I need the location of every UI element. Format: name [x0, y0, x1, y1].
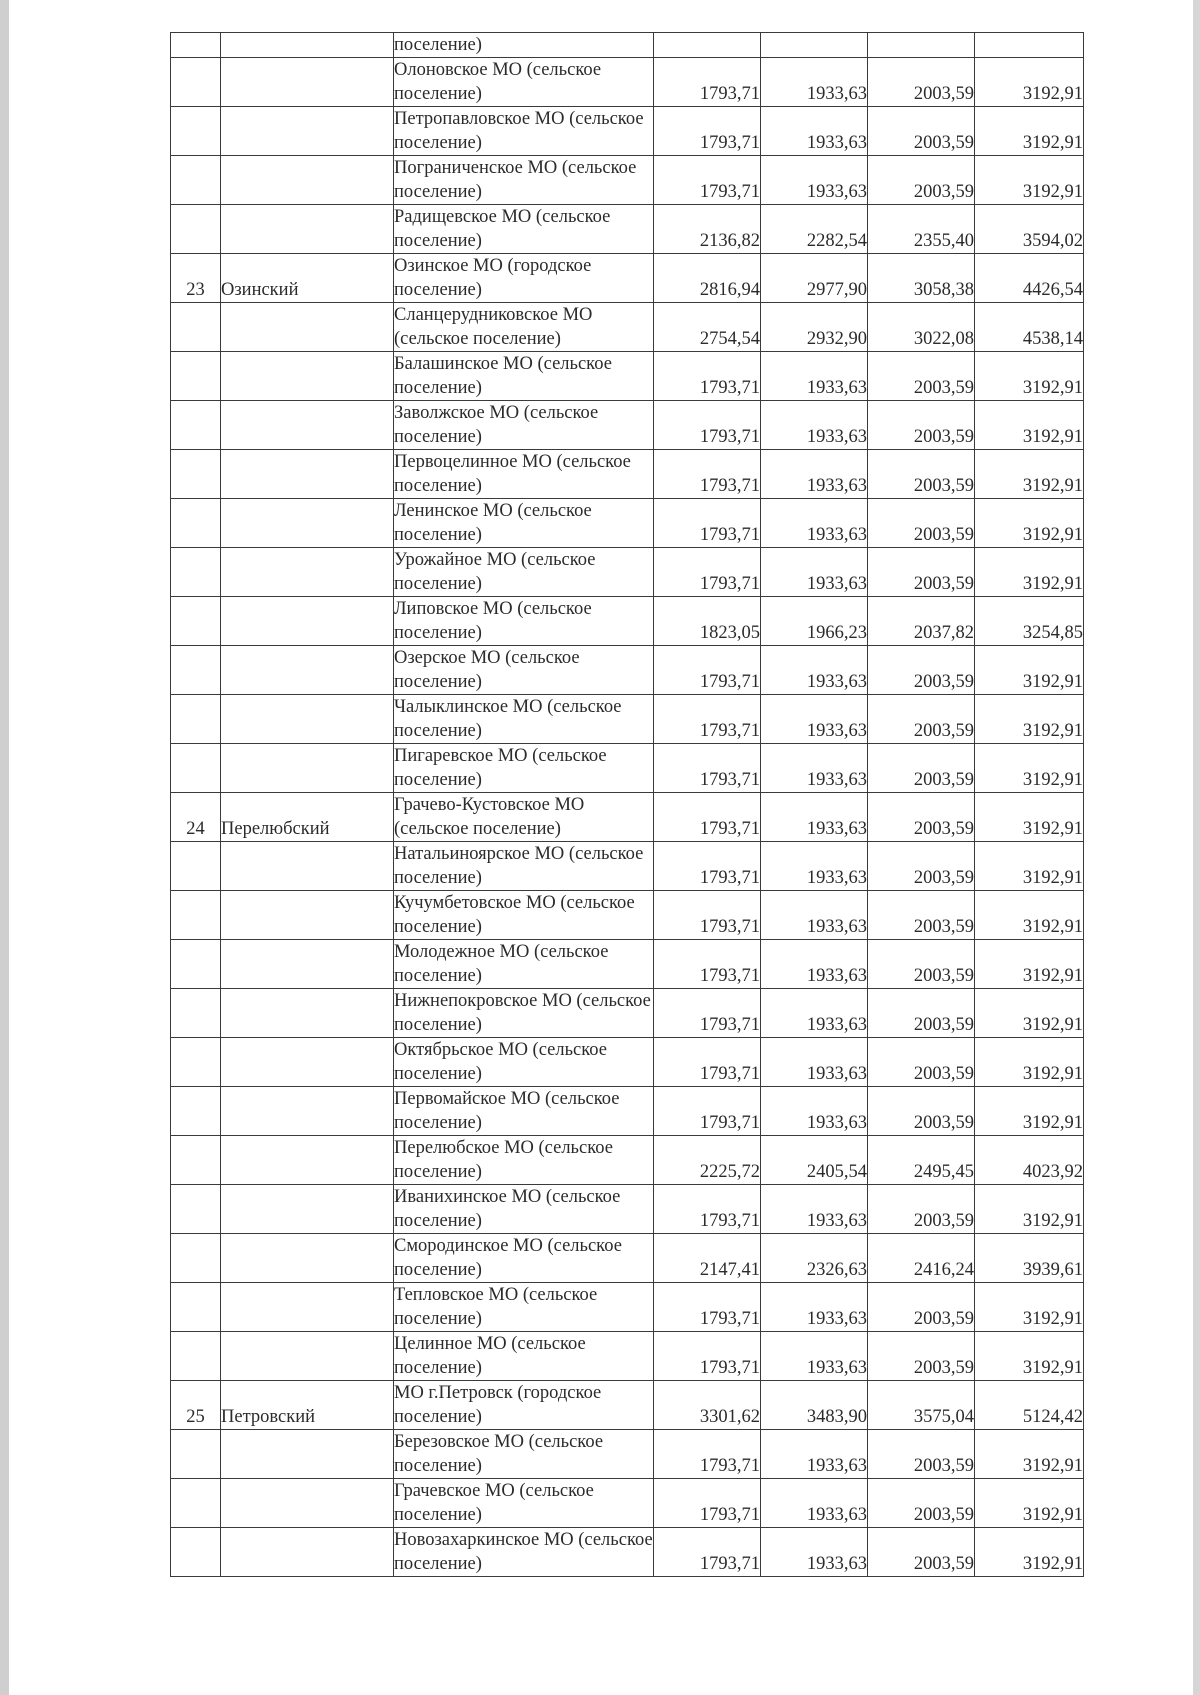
value-cell-1: 1793,71 — [654, 891, 761, 940]
municipality-cell: Петропавловское МО (сельское поселение) — [394, 107, 654, 156]
value-cell-3: 2003,59 — [868, 842, 975, 891]
value-cell-2: 1933,63 — [761, 940, 868, 989]
value-cell-2: 2405,54 — [761, 1136, 868, 1185]
row-number-cell: 24 — [171, 793, 221, 842]
value-cell-1: 1793,71 — [654, 156, 761, 205]
value-cell-2: 3483,90 — [761, 1381, 868, 1430]
value-cell-3: 2003,59 — [868, 58, 975, 107]
value-cell-3: 2416,24 — [868, 1234, 975, 1283]
table-row — [171, 1234, 1084, 1283]
value-cell-1: 1793,71 — [654, 1430, 761, 1479]
district-cell: Петровский — [221, 1381, 394, 1430]
row-number-cell — [171, 1234, 221, 1283]
table-row — [171, 1332, 1084, 1381]
value-cell-2: 2932,90 — [761, 303, 868, 352]
value-cell-3 — [868, 33, 975, 58]
value-cell-1: 1793,71 — [654, 1479, 761, 1528]
municipality-cell: МО г.Петровск (городское поселение) — [394, 1381, 654, 1430]
value-cell-2: 1933,63 — [761, 107, 868, 156]
district-cell — [221, 744, 394, 793]
value-cell-4: 3192,91 — [975, 1038, 1084, 1087]
district-cell — [221, 842, 394, 891]
municipality-cell: Нижнепокровское МО (сельское поселение) — [394, 989, 654, 1038]
municipality-cell: Смородинское МО (сельское поселение) — [394, 1234, 654, 1283]
district-cell — [221, 401, 394, 450]
value-cell-2: 1933,63 — [761, 58, 868, 107]
value-cell-2 — [761, 33, 868, 58]
value-cell-3: 2003,59 — [868, 401, 975, 450]
value-cell-1: 1793,71 — [654, 695, 761, 744]
table-row — [171, 156, 1084, 205]
value-cell-3: 2003,59 — [868, 989, 975, 1038]
table-row — [171, 1528, 1084, 1577]
value-cell-2: 2326,63 — [761, 1234, 868, 1283]
value-cell-1: 1793,71 — [654, 352, 761, 401]
table-row — [171, 646, 1084, 695]
district-cell — [221, 989, 394, 1038]
value-cell-3: 2003,59 — [868, 548, 975, 597]
district-cell — [221, 205, 394, 254]
row-number-cell — [171, 1283, 221, 1332]
value-cell-1: 1793,71 — [654, 107, 761, 156]
value-cell-3: 2003,59 — [868, 744, 975, 793]
value-cell-2: 1933,63 — [761, 1332, 868, 1381]
value-cell-1: 1793,71 — [654, 450, 761, 499]
table-row — [171, 1479, 1084, 1528]
value-cell-1: 2225,72 — [654, 1136, 761, 1185]
value-cell-3: 2003,59 — [868, 1038, 975, 1087]
district-cell — [221, 1185, 394, 1234]
value-cell-4 — [975, 33, 1084, 58]
value-cell-1: 1793,71 — [654, 1185, 761, 1234]
municipality-cell: Натальиноярское МО (сельское поселение) — [394, 842, 654, 891]
value-cell-2: 1933,63 — [761, 548, 868, 597]
value-cell-4: 3192,91 — [975, 695, 1084, 744]
table-row — [171, 1087, 1084, 1136]
value-cell-4: 3192,91 — [975, 352, 1084, 401]
value-cell-3: 3022,08 — [868, 303, 975, 352]
district-cell — [221, 352, 394, 401]
value-cell-2: 2282,54 — [761, 205, 868, 254]
value-cell-2: 1933,63 — [761, 401, 868, 450]
value-cell-1: 1793,71 — [654, 1087, 761, 1136]
district-cell: Озинский — [221, 254, 394, 303]
value-cell-4: 3192,91 — [975, 58, 1084, 107]
value-cell-2: 1966,23 — [761, 597, 868, 646]
value-cell-1 — [654, 33, 761, 58]
value-cell-2: 1933,63 — [761, 1528, 868, 1577]
value-cell-3: 2003,59 — [868, 1528, 975, 1577]
value-cell-2: 1933,63 — [761, 989, 868, 1038]
value-cell-1: 1793,71 — [654, 940, 761, 989]
value-cell-4: 3192,91 — [975, 156, 1084, 205]
value-cell-1: 1793,71 — [654, 1283, 761, 1332]
table-row — [171, 450, 1084, 499]
municipality-cell: Кучумбетовское МО (сельское поселение) — [394, 891, 654, 940]
table-row — [171, 1136, 1084, 1185]
value-cell-4: 3192,91 — [975, 646, 1084, 695]
value-cell-2: 1933,63 — [761, 1283, 868, 1332]
value-cell-1: 2136,82 — [654, 205, 761, 254]
district-cell — [221, 33, 394, 58]
municipality-cell: Целинное МО (сельское поселение) — [394, 1332, 654, 1381]
district-cell — [221, 1087, 394, 1136]
district-cell — [221, 1528, 394, 1577]
municipality-cell: Пограниченское МО (сельское поселение) — [394, 156, 654, 205]
value-cell-3: 2003,59 — [868, 891, 975, 940]
value-cell-4: 3192,91 — [975, 744, 1084, 793]
value-cell-4: 3192,91 — [975, 1283, 1084, 1332]
district-cell — [221, 597, 394, 646]
district-cell — [221, 156, 394, 205]
value-cell-4: 3192,91 — [975, 1087, 1084, 1136]
value-cell-3: 2003,59 — [868, 499, 975, 548]
municipality-cell: Первомайское МО (сельское поселение) — [394, 1087, 654, 1136]
scan-left-edge — [0, 0, 9, 1695]
municipality-cell: Липовское МО (сельское поселение) — [394, 597, 654, 646]
value-cell-4: 5124,42 — [975, 1381, 1084, 1430]
value-cell-3: 2003,59 — [868, 1332, 975, 1381]
district-cell: Перелюбский — [221, 793, 394, 842]
row-number-cell — [171, 1136, 221, 1185]
district-cell — [221, 646, 394, 695]
value-cell-3: 2037,82 — [868, 597, 975, 646]
municipality-cell: поселение) — [394, 33, 654, 58]
municipality-cell: Тепловское МО (сельское поселение) — [394, 1283, 654, 1332]
value-cell-2: 1933,63 — [761, 744, 868, 793]
table-row — [171, 989, 1084, 1038]
municipality-cell: Перелюбское МО (сельское поселение) — [394, 1136, 654, 1185]
municipality-cell: Озерское МО (сельское поселение) — [394, 646, 654, 695]
municipality-cell: Сланцерудниковское МО (сельское поселение) — [394, 303, 654, 352]
value-cell-4: 3192,91 — [975, 548, 1084, 597]
municipality-cell: Озинское МО (городское поселение) — [394, 254, 654, 303]
value-cell-4: 3939,61 — [975, 1234, 1084, 1283]
row-number-cell — [171, 1185, 221, 1234]
table-row — [171, 352, 1084, 401]
municipality-cell: Грачевское МО (сельское поселение) — [394, 1479, 654, 1528]
district-cell — [221, 1479, 394, 1528]
row-number-cell — [171, 1528, 221, 1577]
row-number-cell — [171, 1038, 221, 1087]
district-cell — [221, 107, 394, 156]
value-cell-4: 3192,91 — [975, 1430, 1084, 1479]
value-cell-1: 1793,71 — [654, 989, 761, 1038]
table-row — [171, 1038, 1084, 1087]
row-number-cell — [171, 989, 221, 1038]
table-row — [171, 940, 1084, 989]
value-cell-1: 2754,54 — [654, 303, 761, 352]
municipality-cell: Балашинское МО (сельское поселение) — [394, 352, 654, 401]
row-number-cell — [171, 205, 221, 254]
value-cell-3: 2495,45 — [868, 1136, 975, 1185]
row-number-cell — [171, 33, 221, 58]
value-cell-4: 3192,91 — [975, 940, 1084, 989]
row-number-cell — [171, 646, 221, 695]
value-cell-3: 3575,04 — [868, 1381, 975, 1430]
municipality-cell: Октябрьское МО (сельское поселение) — [394, 1038, 654, 1087]
municipality-cell: Ленинское МО (сельское поселение) — [394, 499, 654, 548]
value-cell-1: 1793,71 — [654, 793, 761, 842]
value-cell-2: 1933,63 — [761, 156, 868, 205]
value-cell-1: 2816,94 — [654, 254, 761, 303]
value-cell-1: 1793,71 — [654, 646, 761, 695]
row-number-cell — [171, 1332, 221, 1381]
municipality-cell: Грачево-Кустовское МО (сельское поселение) — [394, 793, 654, 842]
row-number-cell — [171, 1087, 221, 1136]
value-cell-3: 2003,59 — [868, 450, 975, 499]
value-cell-1: 2147,41 — [654, 1234, 761, 1283]
district-cell — [221, 1136, 394, 1185]
value-cell-3: 2003,59 — [868, 352, 975, 401]
district-cell — [221, 1430, 394, 1479]
value-cell-1: 1793,71 — [654, 58, 761, 107]
row-number-cell — [171, 352, 221, 401]
value-cell-3: 2003,59 — [868, 646, 975, 695]
row-number-cell — [171, 597, 221, 646]
value-cell-4: 3192,91 — [975, 1528, 1084, 1577]
municipality-cell: Иванихинское МО (сельское поселение) — [394, 1185, 654, 1234]
value-cell-3: 2003,59 — [868, 1430, 975, 1479]
district-cell — [221, 450, 394, 499]
value-cell-4: 3192,91 — [975, 1479, 1084, 1528]
table-row — [171, 107, 1084, 156]
row-number-cell — [171, 1430, 221, 1479]
value-cell-4: 3254,85 — [975, 597, 1084, 646]
value-cell-4: 4426,54 — [975, 254, 1084, 303]
value-cell-2: 2977,90 — [761, 254, 868, 303]
value-cell-4: 3192,91 — [975, 401, 1084, 450]
value-cell-1: 1793,71 — [654, 499, 761, 548]
value-cell-3: 2003,59 — [868, 793, 975, 842]
district-cell — [221, 548, 394, 597]
table-row-continued — [171, 33, 1084, 58]
municipality-cell: Березовское МО (сельское поселение) — [394, 1430, 654, 1479]
municipality-cell: Урожайное МО (сельское поселение) — [394, 548, 654, 597]
value-cell-2: 1933,63 — [761, 891, 868, 940]
value-cell-1: 1793,71 — [654, 744, 761, 793]
table-row — [171, 842, 1084, 891]
table-row — [171, 499, 1084, 548]
municipality-cell: Первоцелинное МО (сельское поселение) — [394, 450, 654, 499]
value-cell-1: 1823,05 — [654, 597, 761, 646]
row-number-cell — [171, 107, 221, 156]
table-row — [171, 1185, 1084, 1234]
table-row — [171, 1381, 1084, 1430]
value-cell-3: 2003,59 — [868, 940, 975, 989]
value-cell-1: 1793,71 — [654, 842, 761, 891]
municipality-cell: Молодежное МО (сельское поселение) — [394, 940, 654, 989]
value-cell-2: 1933,63 — [761, 1087, 868, 1136]
value-cell-2: 1933,63 — [761, 352, 868, 401]
value-cell-4: 3192,91 — [975, 499, 1084, 548]
value-cell-1: 1793,71 — [654, 1038, 761, 1087]
district-cell — [221, 1234, 394, 1283]
row-number-cell — [171, 401, 221, 450]
district-cell — [221, 940, 394, 989]
value-cell-1: 3301,62 — [654, 1381, 761, 1430]
value-cell-3: 2003,59 — [868, 1479, 975, 1528]
row-number-cell — [171, 548, 221, 597]
value-cell-1: 1793,71 — [654, 1332, 761, 1381]
value-cell-2: 1933,63 — [761, 499, 868, 548]
value-cell-3: 2003,59 — [868, 156, 975, 205]
value-cell-4: 3192,91 — [975, 989, 1084, 1038]
municipality-cell: Радищевское МО (сельское поселение) — [394, 205, 654, 254]
table-row — [171, 548, 1084, 597]
value-cell-3: 2003,59 — [868, 695, 975, 744]
district-cell — [221, 891, 394, 940]
municipality-cell: Новозахаркинское МО (сельское поселение) — [394, 1528, 654, 1577]
district-cell — [221, 499, 394, 548]
value-cell-4: 3594,02 — [975, 205, 1084, 254]
municipality-cell: Пигаревское МО (сельское поселение) — [394, 744, 654, 793]
row-number-cell — [171, 940, 221, 989]
row-number-cell — [171, 58, 221, 107]
municipality-cell: Чалыклинское МО (сельское поселение) — [394, 695, 654, 744]
district-cell — [221, 1038, 394, 1087]
row-number-cell — [171, 156, 221, 205]
table-row — [171, 744, 1084, 793]
table-row — [171, 58, 1084, 107]
row-number-cell — [171, 891, 221, 940]
district-cell — [221, 303, 394, 352]
value-cell-1: 1793,71 — [654, 1528, 761, 1577]
value-cell-2: 1933,63 — [761, 646, 868, 695]
value-cell-2: 1933,63 — [761, 842, 868, 891]
row-number-cell — [171, 303, 221, 352]
table-row — [171, 793, 1084, 842]
scan-right-edge — [1193, 0, 1200, 1695]
table-row — [171, 1430, 1084, 1479]
table-row — [171, 254, 1084, 303]
row-number-cell — [171, 450, 221, 499]
value-cell-3: 2003,59 — [868, 107, 975, 156]
table-row — [171, 695, 1084, 744]
table-row — [171, 303, 1084, 352]
value-cell-4: 3192,91 — [975, 450, 1084, 499]
value-cell-3: 2003,59 — [868, 1283, 975, 1332]
tariff-table — [170, 32, 1084, 1577]
value-cell-4: 3192,91 — [975, 793, 1084, 842]
row-number-cell — [171, 695, 221, 744]
table-row — [171, 205, 1084, 254]
table-row — [171, 1283, 1084, 1332]
table-row — [171, 891, 1084, 940]
district-cell — [221, 58, 394, 107]
value-cell-3: 2355,40 — [868, 205, 975, 254]
value-cell-2: 1933,63 — [761, 793, 868, 842]
value-cell-2: 1933,63 — [761, 1038, 868, 1087]
row-number-cell: 25 — [171, 1381, 221, 1430]
value-cell-2: 1933,63 — [761, 1185, 868, 1234]
district-cell — [221, 1332, 394, 1381]
value-cell-2: 1933,63 — [761, 695, 868, 744]
value-cell-4: 3192,91 — [975, 1332, 1084, 1381]
value-cell-4: 3192,91 — [975, 107, 1084, 156]
value-cell-2: 1933,63 — [761, 1479, 868, 1528]
tariff-table-body — [171, 33, 1084, 1577]
district-cell — [221, 695, 394, 744]
row-number-cell — [171, 1479, 221, 1528]
value-cell-3: 3058,38 — [868, 254, 975, 303]
row-number-cell — [171, 842, 221, 891]
value-cell-2: 1933,63 — [761, 450, 868, 499]
table-row — [171, 597, 1084, 646]
table-row — [171, 401, 1084, 450]
district-cell — [221, 1283, 394, 1332]
value-cell-4: 4538,14 — [975, 303, 1084, 352]
value-cell-4: 3192,91 — [975, 891, 1084, 940]
value-cell-4: 3192,91 — [975, 1185, 1084, 1234]
row-number-cell — [171, 499, 221, 548]
value-cell-3: 2003,59 — [868, 1087, 975, 1136]
row-number-cell — [171, 744, 221, 793]
value-cell-4: 4023,92 — [975, 1136, 1084, 1185]
municipality-cell: Олоновское МО (сельское поселение) — [394, 58, 654, 107]
value-cell-2: 1933,63 — [761, 1430, 868, 1479]
value-cell-1: 1793,71 — [654, 548, 761, 597]
municipality-cell: Заволжское МО (сельское поселение) — [394, 401, 654, 450]
value-cell-1: 1793,71 — [654, 401, 761, 450]
value-cell-3: 2003,59 — [868, 1185, 975, 1234]
value-cell-4: 3192,91 — [975, 842, 1084, 891]
row-number-cell: 23 — [171, 254, 221, 303]
